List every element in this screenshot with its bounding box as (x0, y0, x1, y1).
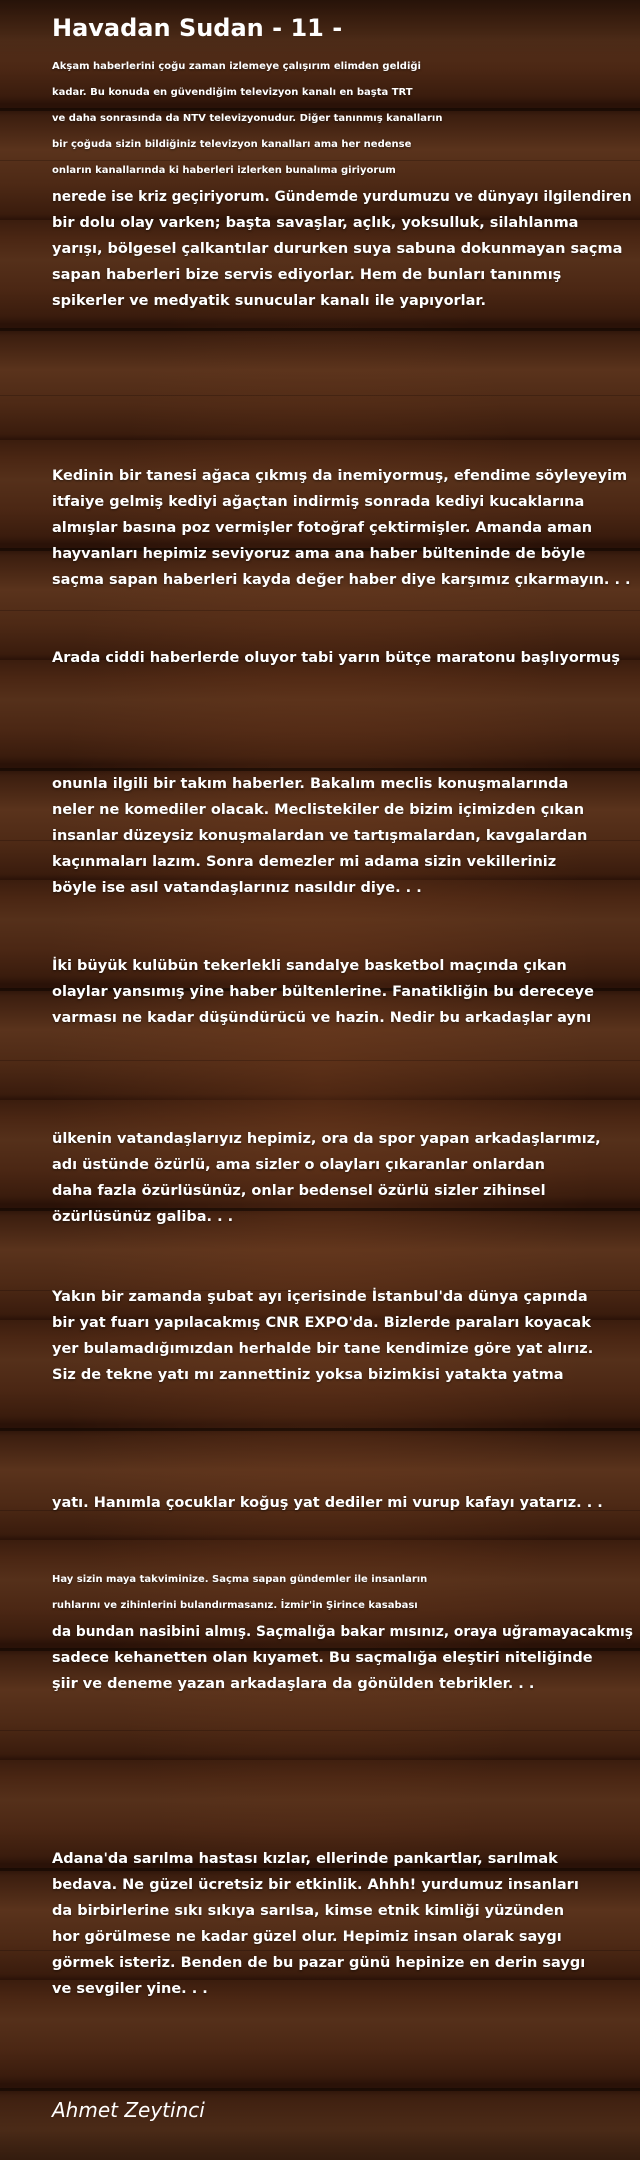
wood-grain (0, 395, 640, 396)
poem-line: onunla ilgili bir takım haberler. Bakalım meclis konuşmalarında (52, 776, 569, 792)
plank-seam (0, 2088, 640, 2091)
poem-line: adı üstünde özürlü, ama sizler o olayları çıkaranlar onlardan (52, 1157, 546, 1173)
poem-line: görmek isteriz. Benden de bu pazar günü hepinize en derin saygı (52, 1955, 586, 1971)
poem-line: itfaiye gelmiş kediyi ağaçtan indirmiş sonrada kediyi kucaklarına (52, 494, 585, 510)
poem-paragraph (52, 1846, 585, 2002)
poem-line: Kedinin bir tanesi ağaca çıkmış da inemiyormuş, efendime söyleyeyim (52, 468, 628, 484)
poem-line: da bundan nasibini almış. Saçmalığa bakar mısınız, oraya uğramayacakmış (52, 1624, 633, 1640)
poem-paragraph (52, 463, 631, 593)
poem-line: özürlüsünüz galiba. . . (52, 1209, 234, 1225)
poem-line: ülkenin vatandaşlarıyız hepimiz, ora da spor yapan arkadaşlarımız, (52, 1131, 601, 1147)
poem-line: yer bulamadığımızdan herhalde bir tane kendimize göre yat alırız. (52, 1341, 594, 1357)
poem-line: Akşam haberlerini çoğu zaman izlemeye çalışırım elimden geldiği (52, 61, 421, 72)
poem-author: Ahmet Zeytinci (52, 2098, 205, 2122)
poem-line: ve daha sonrasında da NTV televizyonudur. Diğer tanınmış kanalların (52, 113, 443, 124)
poem-line: bir dolu olay varken; başta savaşlar, açlık, yoksulluk, silahlanma (52, 215, 579, 231)
poem-line: kaçınmaları lazım. Sonra demezler mi adama sizin vekilleriniz (52, 854, 557, 870)
poem-line: Siz de tekne yatı mı zannettiniz yoksa bizimkisi yatakta yatma (52, 1367, 564, 1383)
poem-paragraph (52, 1284, 593, 1388)
poem-line: onların kanallarında ki haberleri izlerken bunalıma giriyorum (52, 165, 396, 176)
poem-line: İki büyük kulübün tekerlekli sandalye basketbol maçında çıkan (52, 958, 567, 974)
poem-line: da birbirlerine sıkı sıkıya sarılsa, kimse etnik kimliği yüzünden (52, 1903, 565, 1919)
poem-line: almışlar basına poz vermişler fotoğraf çektirmişler. Amanda aman (52, 520, 593, 536)
wood-grain (0, 1730, 640, 1731)
poem-line: hayvanları hepimiz seviyoruz ama ana haber bülteninde de böyle (52, 546, 586, 562)
poem-line: hor görülmese ne kadar güzel olur. Hepimiz insan olarak saygı (52, 1929, 562, 1945)
poem-line: Hay sizin maya takviminize. Saçma sapan gündemler ile insanların (52, 1574, 428, 1585)
poem-paragraph (52, 1126, 601, 1230)
poem-paragraph (52, 771, 587, 901)
poem-line: sadece kehanetten olan kıyamet. Bu saçmalığa eleştiri niteliğinde (52, 1650, 593, 1666)
poem-line: kadar. Bu konuda en güvendiğim televizyon kanalı en başta TRT (52, 87, 413, 98)
poem-line: yatı. Hanımla çocuklar koğuş yat dediler mi vurup kafayı yatarız. . . (52, 1495, 603, 1511)
poem-title: Havadan Sudan - 11 - (52, 14, 343, 42)
poem-line: varması ne kadar düşündürücü ve hazin. Nedir bu arkadaşlar aynı (52, 1010, 592, 1026)
wood-grain (0, 610, 640, 611)
plank-seam (0, 328, 640, 331)
poem-paragraph (52, 953, 594, 1031)
poem-line: daha fazla özürlüsünüz, onlar bedensel özürlü sizler zihinsel (52, 1183, 546, 1199)
poem-line: ruhlarını ve zihinlerini bulandırmasanız. İzmir'in Şirince kasabası (52, 1600, 418, 1611)
poem-line: nerede ise kriz geçiriyorum. Gündemde yurdumuzu ve dünyayı ilgilendiren (52, 189, 632, 205)
poem-line: ve sevgiler yine. . . (52, 1981, 208, 1997)
poem-line: Arada ciddi haberlerde oluyor tabi yarın bütçe maratonu başlıyormuş (52, 650, 620, 666)
poem-line: spikerler ve medyatik sunucular kanalı ile yapıyorlar. (52, 293, 487, 309)
poem-line: bedava. Ne güzel ücretsiz bir etkinlik. Ahhh! yurdumuz insanları (52, 1877, 579, 1893)
poem-line: şiir ve deneme yazan arkadaşlara da gönülden tebrikler. . . (52, 1676, 535, 1692)
poem-line: yarışı, bölgesel çalkantılar dururken suya sabuna dokunmayan saçma (52, 241, 623, 257)
poem-line: sapan haberleri bize servis ediyorlar. Hem de bunları tanınmış (52, 267, 562, 283)
poem-line: insanlar düzeysiz konuşmalardan ve tartışmalardan, kavgalardan (52, 828, 588, 844)
poem-line: olaylar yansımış yine haber bültenlerine. Fanatikliğin bu dereceye (52, 984, 594, 1000)
poem-paragraph (52, 1567, 633, 1697)
plank-seam (0, 1428, 640, 1431)
poem-line: saçma sapan haberleri kayda değer haber diye karşımız çıkarmayın. . . (52, 572, 631, 588)
poem-line: Yakın bir zamanda şubat ayı içerisinde İstanbul'da dünya çapında (52, 1289, 588, 1305)
poem-line: neler ne komediler olacak. Meclistekiler de bizim içimizden çıkan (52, 802, 585, 818)
poem-line: bir çoğuda sizin bildiğiniz televizyon kanalları ama her nedense (52, 139, 412, 150)
wood-grain (0, 1060, 640, 1061)
poem-line: böyle ise asıl vatandaşlarınız nasıldır diye. . . (52, 880, 422, 896)
poem-paragraph (52, 1490, 603, 1516)
poem-paragraph (52, 645, 620, 671)
poem-line: Adana'da sarılma hastası kızlar, ellerinde pankartlar, sarılmak (52, 1851, 558, 1867)
poem-paragraph (52, 54, 632, 314)
poem-line: bir yat fuarı yapılacakmış CNR EXPO'da. Bizlerde paraları koyacak (52, 1315, 591, 1331)
